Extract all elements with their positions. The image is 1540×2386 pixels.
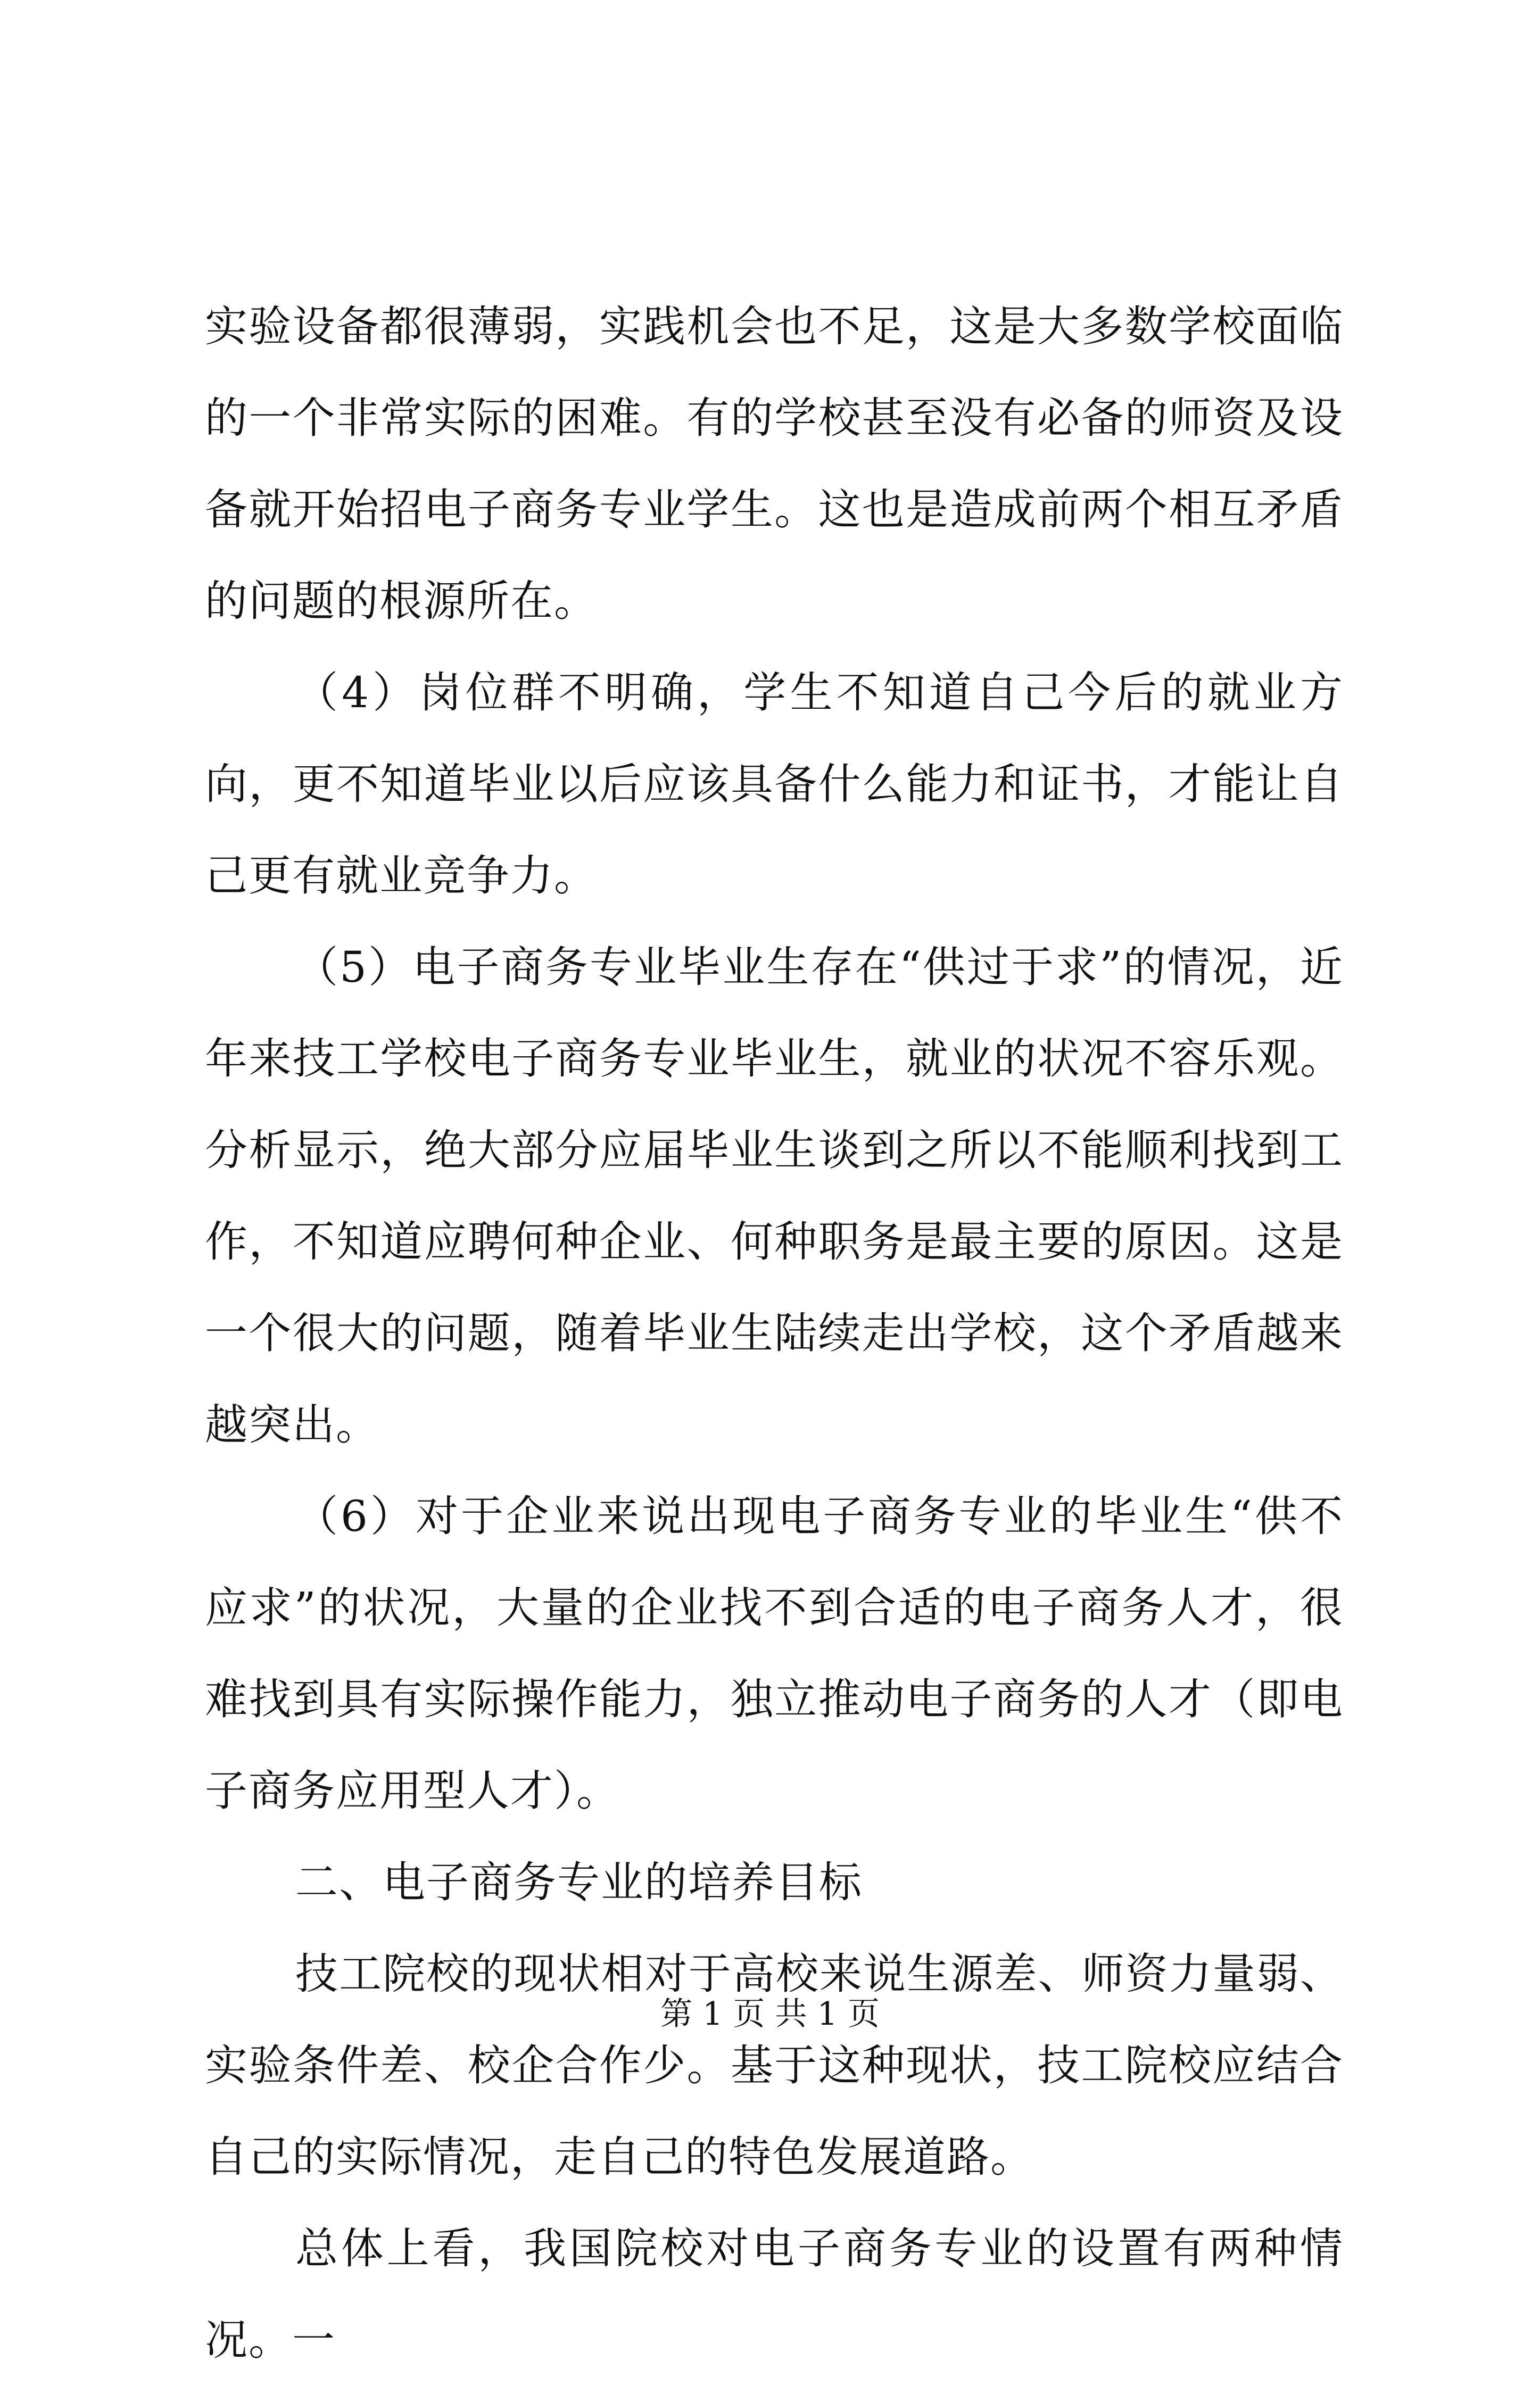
page-footer: 第 1 页 共 1 页: [660, 1995, 880, 2033]
paragraph-6: 总体上看，我国院校对电子商务专业的设置有两种情况。一: [205, 2224, 1344, 2365]
paragraph-4: （6）对于企业来说出现电子商务专业的毕业生“供不应求”的状况，大量的企业找不到合适的电子商务人才，很难找到具有实际操作能力，独立推动电子商务的人才（即电子商务应用型人才）。: [205, 1492, 1344, 1816]
paragraph-5: 技工院校的现状相对于高校来说生源差、师资力量弱、实验条件差、校企合作少。基于这种现状，技工院校应结合自己的实际情况，走自己的特色发展道路。: [205, 1949, 1344, 2182]
paragraph-1: 实验设备都很薄弱，实践机会也不足，这是大多数学校面临的一个非常实际的困难。有的学校甚至没有必备的师资及设备就开始招电子商务专业学生。这也是造成前两个相互矛盾的问题的根源所在。: [205, 302, 1344, 626]
paragraph-3: （5）电子商务专业毕业生存在“供过于求”的情况，近年来技工学校电子商务专业毕业生，就业的状况不容乐观。分析显示，绝大部分应届毕业生谈到之所以不能顺利找到工作，不知道应聘何种企业、何种职务是最主要的原因。这是一个很大的问题，随着毕业生陆续走出学校，这个矛盾越来越突出。: [205, 942, 1344, 1449]
paragraph-2: （4）岗位群不明确，学生不知道自己今后的就业方向，更不知道毕业以后应该具备什么能力和证书，才能让自己更有就业竞争力。: [205, 668, 1344, 900]
section-heading: 二、电子商务专业的培养目标: [295, 1858, 863, 1907]
document-body: [205, 281, 1344, 2386]
